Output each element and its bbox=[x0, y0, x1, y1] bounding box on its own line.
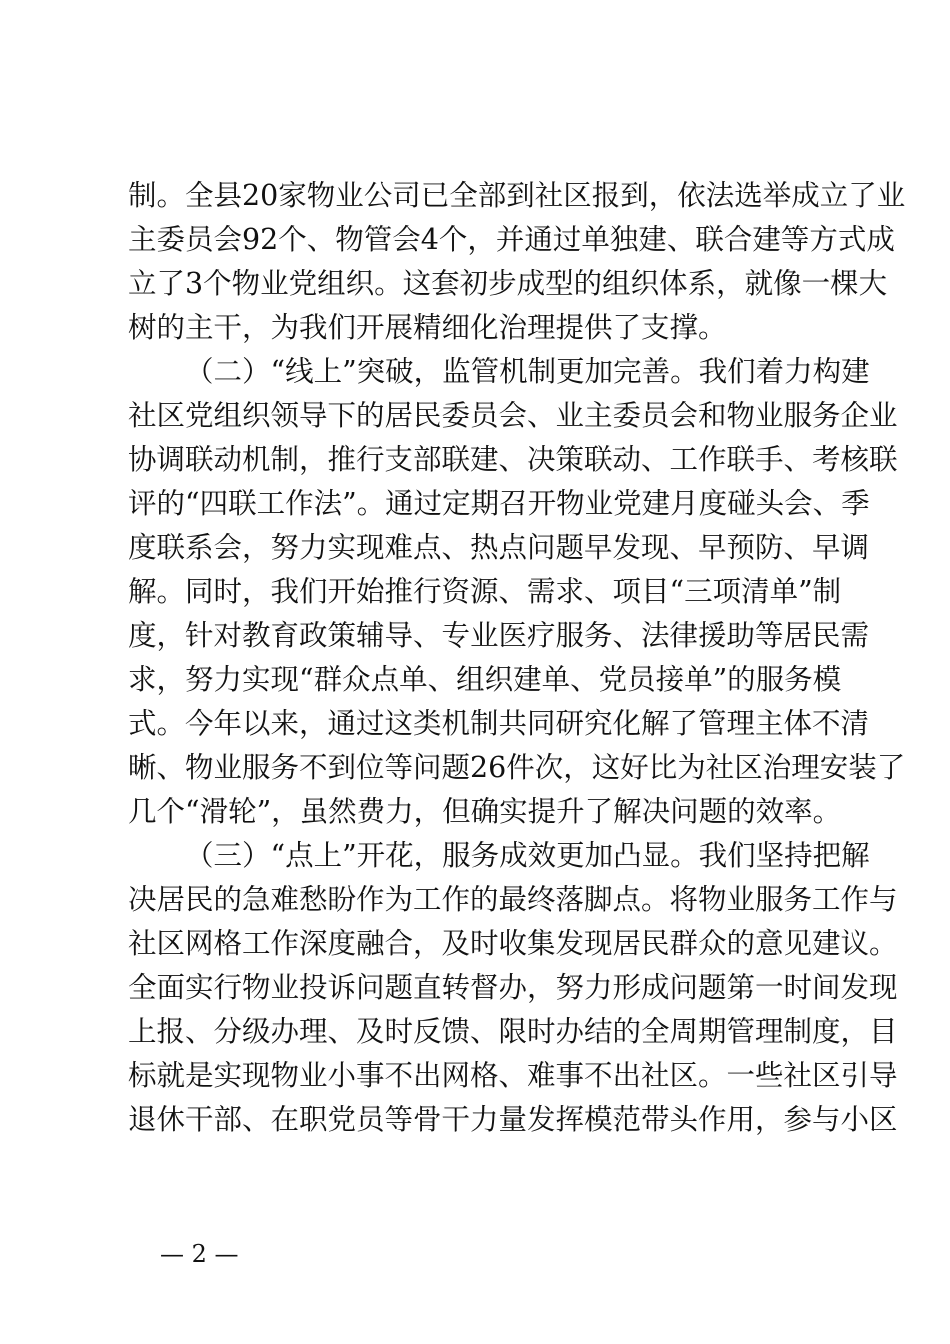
page-number: — 2 — bbox=[160, 1240, 239, 1268]
text-line-3: 立了3个物业党组织。这套初步成型的组织体系，就像一棵大 bbox=[128, 267, 888, 300]
text-line-2: 主委员会92个、物管会4个，并通过单独建、联合建等方式成 bbox=[128, 223, 895, 256]
text-line-21: 标就是实现物业小事不出网格、难事不出社区。一些社区引导 bbox=[128, 1059, 898, 1092]
text-line-12: 求，努力实现“群众点单、组织建单、党员接单”的服务模 bbox=[128, 663, 842, 696]
section-2-heading-line: （二）“线上”突破，监管机制更加完善。我们着力构建 bbox=[185, 355, 870, 388]
text-line-15: 几个“滑轮”，虽然费力，但确实提升了解决问题的效率。 bbox=[128, 795, 842, 828]
text-line-4: 树的主干，为我们开展精细化治理提供了支撑。 bbox=[128, 311, 727, 344]
text-line-11: 度，针对教育政策辅导、专业医疗服务、法律援助等居民需 bbox=[128, 619, 870, 652]
text-line-9: 度联系会，努力实现难点、热点问题早发现、早预防、早调 bbox=[128, 531, 870, 564]
text-line-1: 制。全县20家物业公司已全部到社区报到，依法选举成立了业 bbox=[128, 179, 906, 212]
text-line-20: 上报、分级办理、及时反馈、限时办结的全周期管理制度，目 bbox=[128, 1015, 898, 1048]
text-line-22: 退休干部、在职党员等骨干力量发挥模范带头作用，参与小区 bbox=[128, 1103, 898, 1136]
text-line-8: 评的“四联工作法”。通过定期召开物业党建月度碰头会、季 bbox=[128, 487, 870, 520]
text-line-18: 社区网格工作深度融合，及时收集发现居民群众的意见建议。 bbox=[128, 927, 898, 960]
text-line-7: 协调联动机制，推行支部联建、决策联动、工作联手、考核联 bbox=[128, 443, 898, 476]
text-line-6: 社区党组织领导下的居民委员会、业主委员会和物业服务企业 bbox=[128, 399, 898, 432]
text-line-10: 解。同时，我们开始推行资源、需求、项目“三项清单”制 bbox=[128, 575, 842, 608]
text-line-13: 式。今年以来，通过这类机制共同研究化解了管理主体不清 bbox=[128, 707, 870, 740]
text-line-14: 晰、物业服务不到位等问题26件次，这好比为社区治理安装了 bbox=[128, 751, 906, 784]
text-line-17: 决居民的急难愁盼作为工作的最终落脚点。将物业服务工作与 bbox=[128, 883, 898, 916]
section-3-heading-line: （三）“点上”开花，服务成效更加凸显。我们坚持把解 bbox=[185, 839, 870, 872]
text-line-19: 全面实行物业投诉问题直转督办，努力形成问题第一时间发现 bbox=[128, 971, 898, 1004]
